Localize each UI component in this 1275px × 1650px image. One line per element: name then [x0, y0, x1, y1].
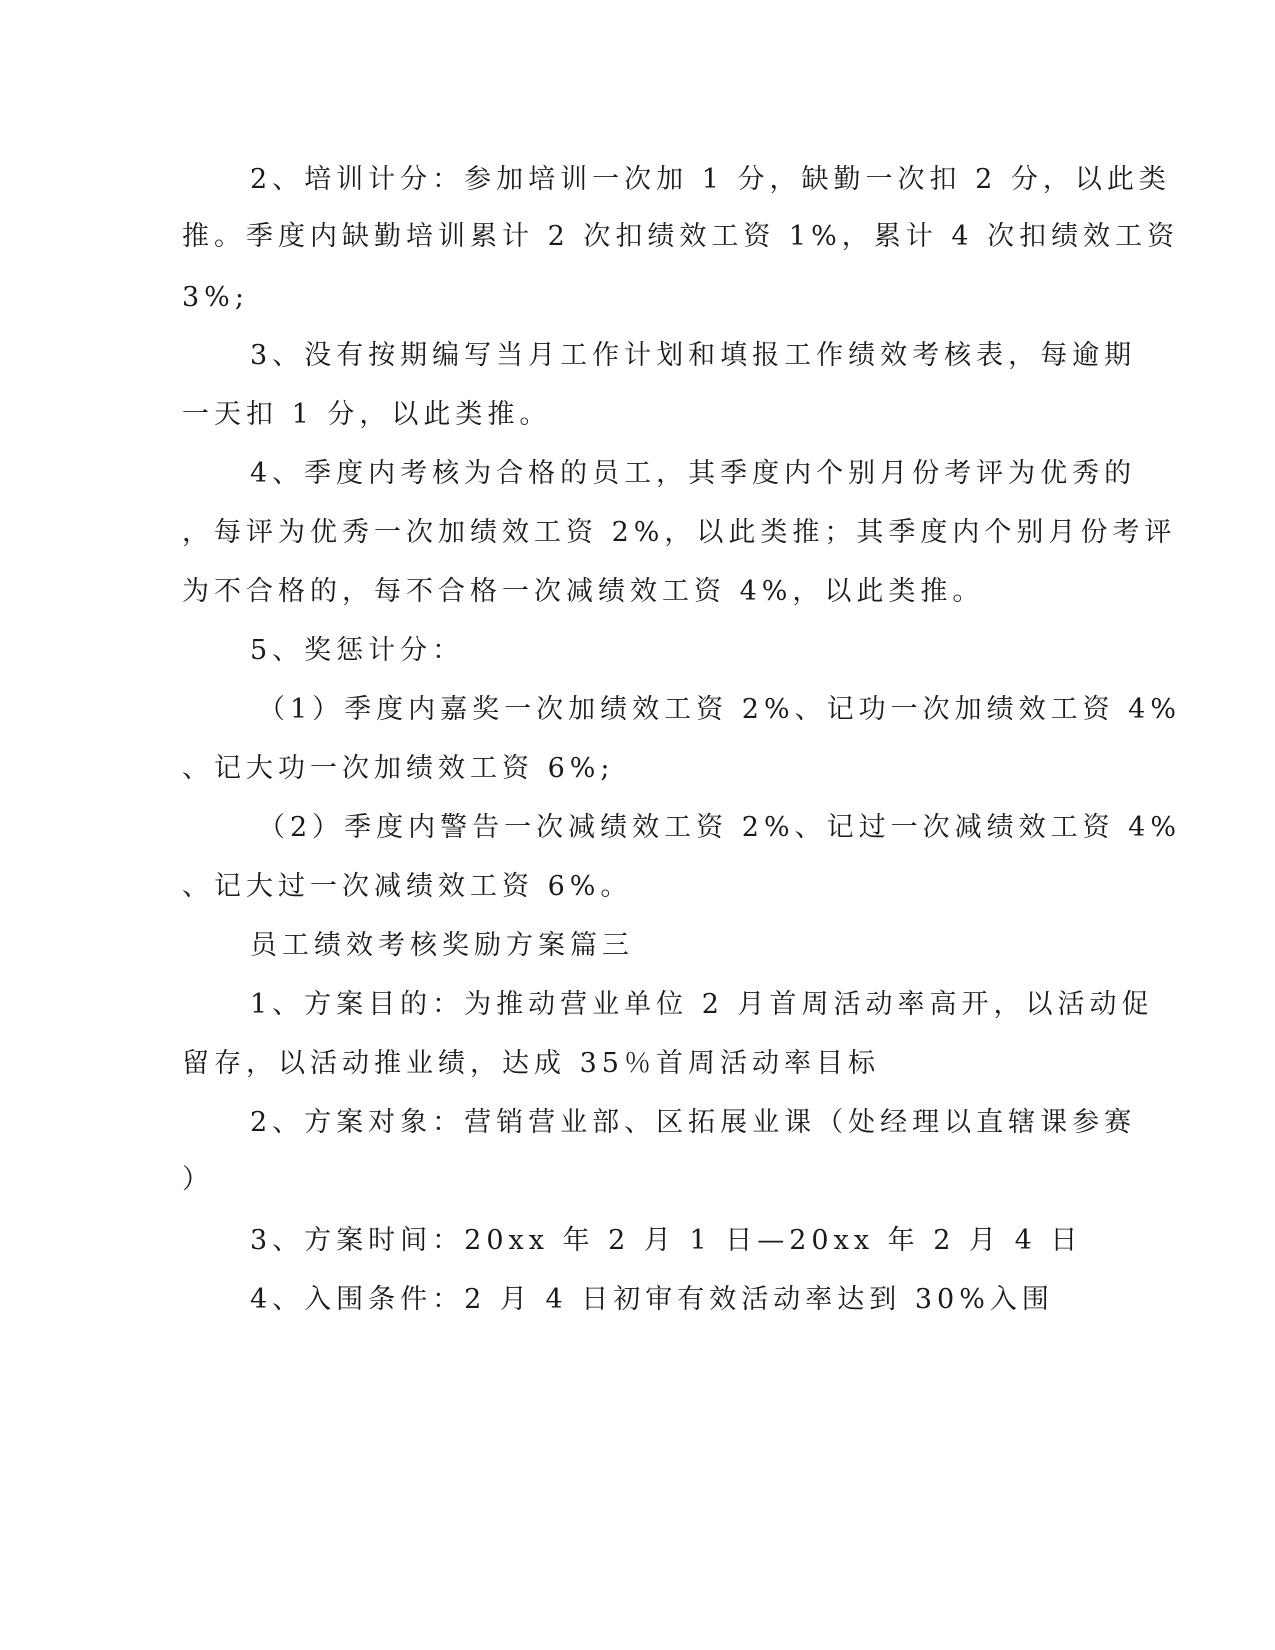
section-heading: 员工绩效考核奖励方案篇三	[250, 930, 634, 961]
paragraph-line: 推。季度内缺勤培训累计 2 次扣绩效工资 1%，累计 4 次扣绩效工资	[182, 221, 1180, 252]
paragraph-line: ）	[182, 1164, 214, 1195]
paragraph-line: （1）季度内嘉奖一次加绩效工资 2%、记功一次加绩效工资 4%	[258, 694, 1182, 725]
paragraph-line: 3、方案时间：20xx 年 2 月 1 日—20xx 年 2 月 4 日	[250, 1225, 1083, 1256]
paragraph-line: 、记大功一次加绩效工资 6%;	[182, 753, 615, 784]
paragraph-line: 2、培训计分：参加培训一次加 1 分，缺勤一次扣 2 分，以此类	[250, 164, 1171, 195]
paragraph-line: 为不合格的，每不合格一次减绩效工资 4%，以此类推。	[182, 576, 985, 607]
paragraph-line: 4、季度内考核为合格的员工，其季度内个别月份考评为优秀的	[250, 458, 1137, 489]
paragraph-line: 留存，以活动推业绩，达成 35％首周活动率目标	[182, 1048, 880, 1079]
paragraph-line: 3%;	[182, 282, 249, 313]
paragraph-line: ，每评为优秀一次加绩效工资 2%，以此类推；其季度内个别月份考评	[182, 517, 1177, 548]
paragraph-line: 5、奖惩计分：	[250, 635, 465, 666]
paragraph-line: （2）季度内警告一次减绩效工资 2%、记过一次减绩效工资 4%	[258, 812, 1182, 843]
paragraph-line: 4、入围条件：2 月 4 日初审有效活动率达到 30%入围	[250, 1284, 1054, 1315]
paragraph-line: 1、方案目的：为推动营业单位 2 月首周活动率高开，以活动促	[250, 989, 1154, 1020]
paragraph-line: 一天扣 1 分，以此类推。	[182, 399, 552, 430]
paragraph-line: 、记大过一次减绩效工资 6%。	[182, 871, 633, 902]
paragraph-line: 2、方案对象：营销营业部、区拓展业课（处经理以直辖课参赛	[250, 1107, 1137, 1138]
paragraph-line: 3、没有按期编写当月工作计划和填报工作绩效考核表，每逾期	[250, 340, 1137, 371]
